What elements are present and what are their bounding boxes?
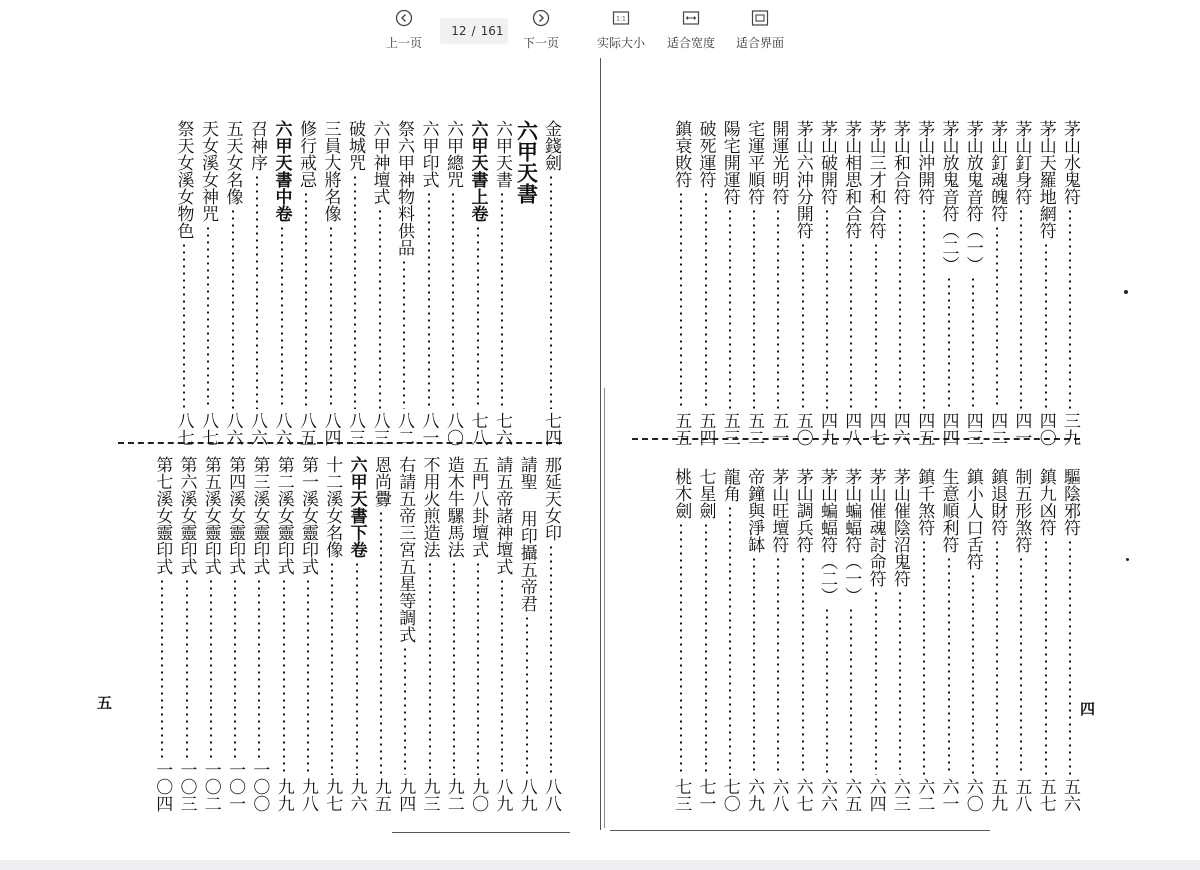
pdf-toolbar xyxy=(0,0,1200,58)
toc-entry-page: 七六 xyxy=(492,412,512,446)
toc-entry-title: 祭六甲神物料供品 xyxy=(394,120,414,256)
toc-entry-page: 九二 xyxy=(443,778,464,812)
toc-entry-title: 第五溪女靈印式 xyxy=(200,456,221,575)
toc-entry-title: 請五帝諸神壇式 xyxy=(492,456,513,575)
scan-speck xyxy=(1124,290,1128,294)
folio-left: 五 xyxy=(97,694,113,712)
toc-entry-title: 桃木劍 xyxy=(671,468,692,519)
toc-entry xyxy=(742,468,766,812)
toc-entry-title: 六甲總咒 xyxy=(443,120,463,188)
toc-entry-page: 六三 xyxy=(889,778,910,812)
toc-entry xyxy=(490,120,514,446)
toc-entry-page: 五〇 xyxy=(792,412,813,446)
toc-dot-leader xyxy=(729,208,731,409)
toc-entry xyxy=(247,456,271,812)
toc-entry xyxy=(150,456,174,812)
toc-entry-page: 九八 xyxy=(298,778,318,812)
toc-entry-title: 破死運符 xyxy=(695,120,716,188)
toc-entry xyxy=(791,120,815,446)
toc-dot-leader xyxy=(331,561,333,775)
toc-entry xyxy=(961,120,985,446)
toc-entry-title: 第七溪女靈印式 xyxy=(152,456,173,575)
toc-entry xyxy=(791,468,815,812)
prev-page-button[interactable] xyxy=(386,9,422,51)
toc-entry-title: 請聖 用印攝五帝君 xyxy=(516,456,537,612)
svg-text:1:1: 1:1 xyxy=(616,15,626,23)
toc-entry-page: 九七 xyxy=(322,778,343,812)
toc-entry-page: 六二 xyxy=(914,778,935,812)
toc-entry xyxy=(199,456,223,812)
toc-dot-leader xyxy=(207,225,209,409)
toc-entry-title: 龍角 xyxy=(719,468,740,502)
toc-entry-title: 茅山沖開符 xyxy=(914,120,935,205)
toc-dot-leader xyxy=(186,578,188,758)
toc-entry-title: 六甲天書 xyxy=(514,120,540,204)
toc-entry-title: 開運光明符 xyxy=(768,120,789,205)
toc-dot-leader xyxy=(972,276,974,409)
toc-entry-title: 三員大將名像 xyxy=(320,120,341,222)
fit-width-label: 适合宽度 xyxy=(667,36,716,50)
toc-dot-leader xyxy=(753,208,755,409)
toc-entry-page: 五三 xyxy=(719,412,740,446)
toc-entry xyxy=(320,456,344,812)
toc-entry-title: 茅山六沖分開符 xyxy=(792,120,813,239)
toc-entry-title: 鎮千煞符 xyxy=(914,468,935,536)
toc-entry-title: 恩尚釁 xyxy=(370,456,391,507)
toc-dot-leader xyxy=(1020,208,1022,409)
toc-entry-page: 六八 xyxy=(768,778,789,812)
toc-dot-leader xyxy=(330,225,332,409)
toc-entry-page: 五七 xyxy=(1035,778,1056,812)
toc-entry xyxy=(296,456,320,812)
toc-entry-title: 茅山和合符 xyxy=(889,120,910,205)
toc-entry-page: 八九 xyxy=(492,778,513,812)
toc-entry xyxy=(369,456,393,812)
actual-size-label: 实际大小 xyxy=(597,36,646,50)
fit-page-label: 适合界面 xyxy=(736,36,785,50)
toc-entry-title: 鎮小人口舌符 xyxy=(962,468,983,570)
toc-entry-title: 茅山調兵符 xyxy=(792,468,813,553)
toc-entry-title: 五門八卦壇式 xyxy=(468,456,489,558)
toc-entry xyxy=(694,120,718,446)
toc-dot-leader xyxy=(403,259,405,409)
toc-dot-leader xyxy=(899,208,901,409)
toc-entry-page: 四三 xyxy=(962,412,983,446)
toc-entry xyxy=(888,468,912,812)
toc-dot-leader xyxy=(183,242,185,409)
toc-entry-page: 七一 xyxy=(695,778,716,812)
toc-entry-title: 茅山催陰沼鬼符 xyxy=(889,468,910,587)
toc-dot-leader xyxy=(705,191,707,409)
toc-entry-title: 右請五帝三宮五星等調式 xyxy=(395,456,416,643)
fit-width-button[interactable] xyxy=(667,9,715,51)
toc-dot-leader xyxy=(256,174,258,409)
prev-page-label: 上一页 xyxy=(386,36,423,50)
toc-entry-title: 制五形煞符 xyxy=(1011,468,1032,553)
toc-entry-title: 鎮衰敗符 xyxy=(671,120,692,188)
toc-dot-leader xyxy=(777,556,779,775)
prev-arrow-icon xyxy=(395,9,413,27)
scan-speck xyxy=(1126,558,1129,561)
toc-dot-leader xyxy=(1045,242,1047,409)
toc-entry-page: 一〇四 xyxy=(152,761,173,812)
toc-entry-title: 鎮退財符 xyxy=(987,468,1008,536)
toc-entry xyxy=(985,468,1009,812)
toc-entry-title: 茅山水鬼符 xyxy=(1060,120,1080,205)
toc-entry-title: 七星劍 xyxy=(695,468,716,519)
toc-entry-title: 第四溪女靈印式 xyxy=(225,456,246,575)
toc-entry-page: 四四 xyxy=(938,412,959,446)
toc-entry-page: 五二 xyxy=(744,412,765,446)
toc-dot-leader xyxy=(923,208,925,409)
toc-dot-leader xyxy=(354,174,356,409)
toc-entry-title: 六甲天書 xyxy=(492,120,512,188)
toc-dot-leader xyxy=(899,590,901,775)
toc-dot-leader xyxy=(996,539,998,775)
toc-dot-leader xyxy=(680,522,682,775)
toc-entry xyxy=(1009,120,1033,446)
folio-right: 四 xyxy=(1080,700,1096,718)
toc-dot-leader xyxy=(1045,539,1047,775)
toc-dot-leader xyxy=(281,225,283,409)
toc-dot-leader xyxy=(948,556,950,775)
toc-dot-leader xyxy=(550,174,552,409)
toc-entry xyxy=(718,468,742,812)
toc-dot-leader xyxy=(161,578,163,758)
toc-entry-page: 五一 xyxy=(768,412,789,446)
toc-entry xyxy=(937,468,961,812)
toc-entry-page: 四六 xyxy=(889,412,910,446)
toc-entry xyxy=(669,468,693,812)
toc-entry-page: 一〇〇 xyxy=(249,761,270,812)
toc-dot-leader xyxy=(948,276,950,409)
toc-dot-leader xyxy=(429,561,431,775)
toc-entry xyxy=(393,456,417,812)
fit-width-icon xyxy=(682,9,700,27)
toc-entry-title: 祭天女溪女物色 xyxy=(173,120,194,239)
toc-entry xyxy=(912,468,936,812)
toc-entry-title: 茅山釘魂魄符 xyxy=(987,120,1008,222)
toc-entry-title: 生意順利符 xyxy=(938,468,959,553)
toc-entry-page: 六七 xyxy=(792,778,813,812)
toc-entry-title: 茅山破開符 xyxy=(817,120,837,205)
toc-entry-page: 九四 xyxy=(395,778,416,812)
toc-entry-page: 九〇 xyxy=(468,778,489,812)
toc-entry-title: 不用火煎造法 xyxy=(419,456,440,558)
toc-entry xyxy=(221,120,245,446)
toc-entry xyxy=(441,120,465,446)
toc-entry-page: 八三 xyxy=(345,412,365,446)
toc-entry-page: 一〇二 xyxy=(200,761,221,812)
toc-entry xyxy=(223,456,247,812)
toc-entry xyxy=(888,120,912,446)
toc-entry-title: 茅山相思和合符 xyxy=(841,120,862,239)
toc-entry-page: 九九 xyxy=(273,778,294,812)
toc-entry xyxy=(539,456,563,812)
toc-entry xyxy=(815,468,839,812)
toc-entry-page: 五八 xyxy=(1011,778,1032,812)
toc-entry-title: 天女溪女神咒 xyxy=(198,120,218,222)
toc-entry-page: 八七 xyxy=(198,412,218,446)
toc-entry-title: 五天女名像 xyxy=(222,120,243,205)
toc-entry-page: 四九 xyxy=(817,412,837,446)
next-page-label: 下一页 xyxy=(523,36,560,50)
actual-size-button[interactable] xyxy=(597,9,645,51)
book-spine xyxy=(600,58,601,830)
toc-entry-page: 三九 xyxy=(1060,412,1080,446)
toc-entry-page: 八〇 xyxy=(443,412,463,446)
toc-entry xyxy=(1058,120,1082,446)
toc-entry xyxy=(442,456,466,812)
toc-entry xyxy=(864,468,888,812)
actual-size-icon xyxy=(612,9,630,27)
toc-entry-page: 八六 xyxy=(222,412,243,446)
toc-entry xyxy=(294,120,318,446)
next-arrow-icon xyxy=(532,9,550,27)
toc-entry-page: 八六 xyxy=(247,412,267,446)
toc-entry xyxy=(515,456,539,812)
toc-entry-title: 宅運平順符 xyxy=(744,120,765,205)
toc-entry-title: 召神序 xyxy=(247,120,267,171)
toc-dot-leader xyxy=(972,573,974,775)
fit-page-button[interactable] xyxy=(736,9,784,51)
toc-entry-title: 茅山放鬼音符（二） xyxy=(938,120,959,273)
toc-entry xyxy=(466,120,490,446)
toc-entry xyxy=(539,120,563,446)
toc-entry-title: 鎮九凶符 xyxy=(1035,468,1056,536)
toc-entry xyxy=(368,120,392,446)
toc-entry-page: 八五 xyxy=(296,412,316,446)
toc-entry-title: 茅山天羅地網符 xyxy=(1035,120,1056,239)
toc-entry xyxy=(272,456,296,812)
toc-entry xyxy=(937,120,961,446)
toc-entry-page: 七四 xyxy=(541,412,561,446)
document-page xyxy=(0,58,1200,860)
toc-entry-page: 六一 xyxy=(938,778,959,812)
toc-dot-leader xyxy=(1069,539,1071,775)
toc-dot-leader xyxy=(428,191,430,409)
toc-entry xyxy=(766,468,790,812)
toc-entry xyxy=(345,456,369,812)
toc-dot-leader xyxy=(453,561,455,775)
toc-entry xyxy=(466,456,490,812)
toc-entry-page: 八六 xyxy=(271,412,292,446)
toc-entry-page: 四七 xyxy=(865,412,886,446)
toc-entry-page: 九五 xyxy=(370,778,391,812)
toc-dot-leader xyxy=(477,561,479,775)
horizontal-scrollbar[interactable] xyxy=(0,860,1200,870)
toc-entry-page: 六五 xyxy=(841,778,862,812)
toc-entry-title: 第二溪女靈印式 xyxy=(273,456,294,575)
toc-dot-leader xyxy=(477,225,479,409)
toc-dot-leader xyxy=(923,539,925,775)
toc-entry xyxy=(839,120,863,446)
toc-entry xyxy=(418,456,442,812)
toc-entry-page: 一〇三 xyxy=(176,761,197,812)
toc-entry xyxy=(718,120,742,446)
toc-dot-leader xyxy=(753,556,755,775)
toc-entry xyxy=(1009,468,1033,812)
toc-dot-leader xyxy=(379,208,381,409)
toc-dot-leader xyxy=(307,578,309,775)
toc-entry-title: 十二溪女名像 xyxy=(322,456,343,558)
toc-entry-title: 六甲神壇式 xyxy=(369,120,390,205)
toc-entry-title: 第三溪女靈印式 xyxy=(249,456,270,575)
toc-entry-title: 茅山旺壇符 xyxy=(768,468,789,553)
toc-entry-title: 茅山蝙蝠符（一） xyxy=(841,468,862,604)
toc-dot-leader xyxy=(232,208,234,409)
fit-page-icon xyxy=(751,9,769,27)
toc-dot-leader xyxy=(234,578,236,758)
toc-dot-leader xyxy=(305,191,307,409)
toc-dot-leader xyxy=(526,615,528,775)
toc-dot-leader xyxy=(550,544,552,775)
toc-entry-title: 驅陰邪符 xyxy=(1060,468,1080,536)
toc-entry-page: 一〇一 xyxy=(225,761,246,812)
toc-entry-page: 八二 xyxy=(394,412,414,446)
toc-entry-title: 茅山釘身符 xyxy=(1011,120,1032,205)
toc-entry-title: 金錢劍 xyxy=(541,120,561,171)
toc-entry xyxy=(343,120,367,446)
toc-entry-title: 帝鐘與淨缽 xyxy=(744,468,765,553)
toc-entry-page: 六九 xyxy=(744,778,765,812)
toc-entry xyxy=(319,120,343,446)
toc-entry xyxy=(1034,120,1058,446)
toc-entry xyxy=(490,456,514,812)
toc-entry-title: 六甲天書下卷 xyxy=(346,456,367,558)
toc-dot-leader xyxy=(1069,208,1071,409)
toc-dot-leader xyxy=(996,225,998,409)
toc-entry xyxy=(392,120,416,446)
toc-entry xyxy=(196,120,220,446)
toc-entry-page: 五六 xyxy=(1060,778,1080,812)
toc-entry-title: 六甲印式 xyxy=(418,120,439,188)
toc-dot-leader xyxy=(802,242,804,409)
toc-entry xyxy=(742,120,766,446)
toc-entry-page: 四八 xyxy=(841,412,862,446)
toc-entry xyxy=(912,120,936,446)
toc-entry-title: 六甲天書中卷 xyxy=(271,120,292,222)
toc-entry-title: 陽宅開運符 xyxy=(719,120,740,205)
toc-entry-page: 六〇 xyxy=(962,778,983,812)
toc-entry-page: 六四 xyxy=(865,778,886,812)
toc-entry xyxy=(172,120,196,446)
toc-dot-leader xyxy=(501,191,503,409)
toc-dot-leader xyxy=(802,556,804,775)
toc-entry-page: 七八 xyxy=(467,412,488,446)
toc-entry-page: 八七 xyxy=(173,412,194,446)
toc-dot-leader xyxy=(826,607,828,775)
toc-dot-leader xyxy=(850,607,852,775)
toc-entry-page: 九三 xyxy=(419,778,440,812)
book-spine-shadow xyxy=(604,388,605,828)
toc-entry-page: 四一 xyxy=(1011,412,1032,446)
toc-dot-leader xyxy=(826,208,828,409)
toc-dot-leader xyxy=(680,191,682,409)
toc-entry-page: 四二 xyxy=(987,412,1008,446)
toc-entry-title: 破城咒 xyxy=(345,120,365,171)
toc-entry xyxy=(669,120,693,446)
toc-entry-page: 八三 xyxy=(369,412,390,446)
toc-entry xyxy=(961,468,985,812)
left-bottom-line xyxy=(392,832,570,833)
toc-dot-leader xyxy=(705,522,707,775)
current-page-input[interactable] xyxy=(445,24,467,38)
toc-dot-leader xyxy=(1020,556,1022,775)
toc-entry xyxy=(175,456,199,812)
toc-entry xyxy=(766,120,790,446)
toc-entry-page: 四五 xyxy=(914,412,935,446)
toc-dot-leader xyxy=(356,561,358,775)
toc-entry-title: 第六溪女靈印式 xyxy=(176,456,197,575)
toc-entry-page: 五四 xyxy=(695,412,716,446)
toc-entry-page: 七〇 xyxy=(719,778,740,812)
toc-entry-page: 六六 xyxy=(817,778,837,812)
toc-dot-leader xyxy=(875,242,877,409)
total-pages: 161 xyxy=(480,24,504,38)
toc-entry xyxy=(985,120,1009,446)
toc-dot-leader xyxy=(850,242,852,409)
right-bottom-line xyxy=(610,830,990,831)
toc-dot-leader xyxy=(729,505,731,775)
toc-entry-title: 修行戒忌 xyxy=(296,120,316,188)
toc-dot-leader xyxy=(380,510,382,775)
toc-dot-leader xyxy=(501,578,503,775)
toc-dot-leader xyxy=(452,191,454,409)
next-page-button[interactable] xyxy=(523,9,559,51)
toc-entry-page: 七三 xyxy=(671,778,692,812)
toc-entry xyxy=(864,120,888,446)
page-separator: / xyxy=(471,24,476,38)
toc-dot-leader xyxy=(777,208,779,409)
toc-entry-title: 茅山三才和合符 xyxy=(865,120,886,239)
toc-entry xyxy=(245,120,269,446)
toc-entry xyxy=(1034,468,1058,812)
page-indicator xyxy=(440,18,508,44)
toc-entry-page: 八八 xyxy=(541,778,561,812)
toc-entry xyxy=(417,120,441,446)
toc-entry xyxy=(694,468,718,812)
toc-entry-title: 六甲天書上卷 xyxy=(467,120,488,222)
toc-dot-leader xyxy=(404,646,406,775)
toc-dot-leader xyxy=(283,578,285,775)
toc-entry-title: 茅山催魂討命符 xyxy=(865,468,886,587)
toc-entry-page: 八一 xyxy=(418,412,439,446)
toc-entry xyxy=(270,120,294,446)
toc-entry xyxy=(515,120,539,446)
toc-entry-page: 五五 xyxy=(671,412,692,446)
toc-dot-leader xyxy=(210,578,212,758)
toc-entry-page: 九六 xyxy=(346,778,367,812)
toc-entry-title: 茅山蝙蝠符（二） xyxy=(817,468,837,604)
toc-dot-leader xyxy=(258,578,260,758)
toc-dot-leader xyxy=(875,590,877,775)
toc-entry xyxy=(1058,468,1082,812)
toc-entry xyxy=(839,468,863,812)
toc-entry-title: 茅山放鬼音符（一） xyxy=(962,120,983,273)
toc-entry-title: 造木牛騾馬法 xyxy=(443,456,464,558)
toc-entry-title: 第一溪女靈印式 xyxy=(298,456,318,575)
toc-entry-page: 八九 xyxy=(516,778,537,812)
toc-entry-page: 八四 xyxy=(320,412,341,446)
toc-entry-page: 五九 xyxy=(987,778,1008,812)
toc-entry xyxy=(815,120,839,446)
toc-entry-page: 四〇 xyxy=(1035,412,1056,446)
toc-entry-title: 那延天女印 xyxy=(541,456,561,541)
